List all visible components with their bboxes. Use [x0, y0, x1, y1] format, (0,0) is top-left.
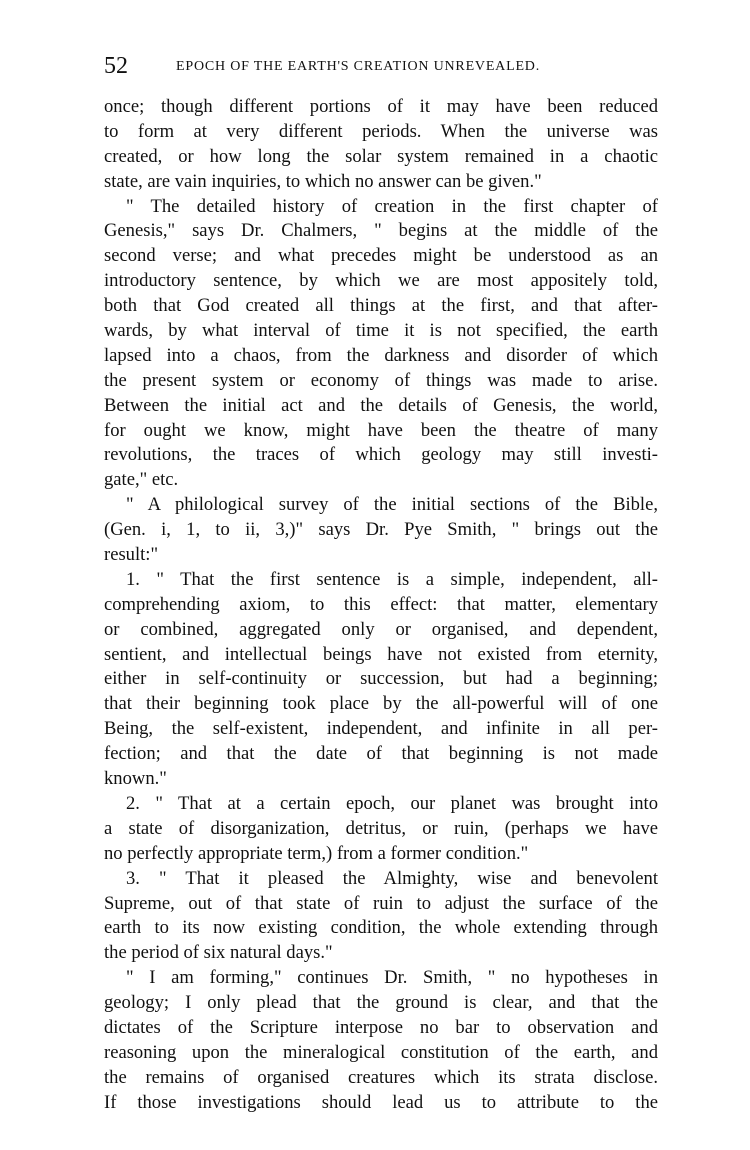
text-line: introductory sentence, by which we are most appositely told,: [104, 270, 658, 292]
text-line: that their beginning took place by the all-powerful will of one: [104, 693, 658, 715]
text-line: created, or how long the solar system remained in a chaotic: [104, 145, 658, 167]
text-line: a state of disorganization, detritus, or ruin, (perhaps we have: [104, 817, 658, 839]
text-line: Supreme, out of that state of ruin to adjust the surface of the: [104, 892, 658, 914]
text-line: comprehending axiom, to this effect: that matter, elementary: [104, 593, 658, 615]
text-line: (Gen. i, 1, to ii, 3,)" says Dr. Pye Smith, " brings out the: [104, 519, 658, 541]
text-line: both that God created all things at the first, and that after-: [104, 295, 658, 317]
text-line: 2. " That at a certain epoch, our planet was brought into: [126, 792, 658, 814]
text-line: wards, by what interval of time it is not specified, the earth: [104, 320, 658, 342]
text-line: reasoning upon the mineralogical constitution of the earth, and: [104, 1041, 658, 1063]
text-line: " The detailed history of creation in the first chapter of: [126, 195, 658, 217]
text-line: geology; I only plead that the ground is clear, and that the: [104, 992, 658, 1014]
text-line: sentient, and intellectual beings have not existed from eternity,: [104, 643, 658, 665]
text-line: revolutions, the traces of which geology may still investi-: [104, 444, 658, 466]
body-text: [104, 95, 658, 1116]
text-line: or combined, aggregated only or organised, and dependent,: [104, 618, 658, 640]
text-line: gate," etc.: [104, 469, 179, 491]
text-line: dictates of the Scripture interpose no bar to observation and: [104, 1016, 658, 1038]
text-line: 3. " That it pleased the Almighty, wise and benevolent: [126, 867, 658, 889]
text-line: either in self-continuity or succession, but had a beginning;: [104, 668, 658, 690]
text-line: for ought we know, might have been the theatre of many: [104, 419, 658, 441]
text-line: 1. " That the first sentence is a simple, independent, all-: [126, 568, 658, 590]
text-line: no perfectly appropriate term,) from a former condition.": [104, 842, 529, 864]
text-line: the period of six natural days.": [104, 942, 333, 964]
page-header: [104, 50, 656, 82]
text-line: the present system or economy of things was made to arise.: [104, 369, 658, 391]
text-line: result:": [104, 544, 159, 566]
text-line: If those investigations should lead us to attribute to the: [104, 1091, 658, 1113]
text-line: Genesis," says Dr. Chalmers, " begins at the middle of the: [104, 220, 658, 242]
text-line: the remains of organised creatures which its strata disclose.: [104, 1066, 658, 1088]
running-head: EPOCH OF THE EARTH'S CREATION UNREVEALED.: [176, 59, 541, 74]
text-line: Between the initial act and the details of Genesis, the world,: [104, 394, 658, 416]
text-line: second verse; and what precedes might be understood as an: [104, 245, 658, 267]
text-line: state, are vain inquiries, to which no answer can be given.": [104, 170, 542, 192]
text-line: " I am forming," continues Dr. Smith, " no hypotheses in: [126, 967, 658, 989]
text-line: earth to its now existing condition, the whole extending through: [104, 917, 658, 939]
text-line: Being, the self-existent, independent, and infinite in all per-: [104, 718, 658, 740]
text-line: to form at very different periods. When the universe was: [104, 120, 658, 142]
text-line: " A philological survey of the initial sections of the Bible,: [126, 494, 658, 516]
text-line: known.": [104, 768, 167, 790]
text-line: lapsed into a chaos, from the darkness and disorder of which: [104, 344, 658, 366]
text-line: once; though different portions of it may have been reduced: [104, 96, 658, 117]
text-line: fection; and that the date of that beginning is not made: [104, 743, 658, 765]
page-number: 52: [104, 53, 128, 79]
